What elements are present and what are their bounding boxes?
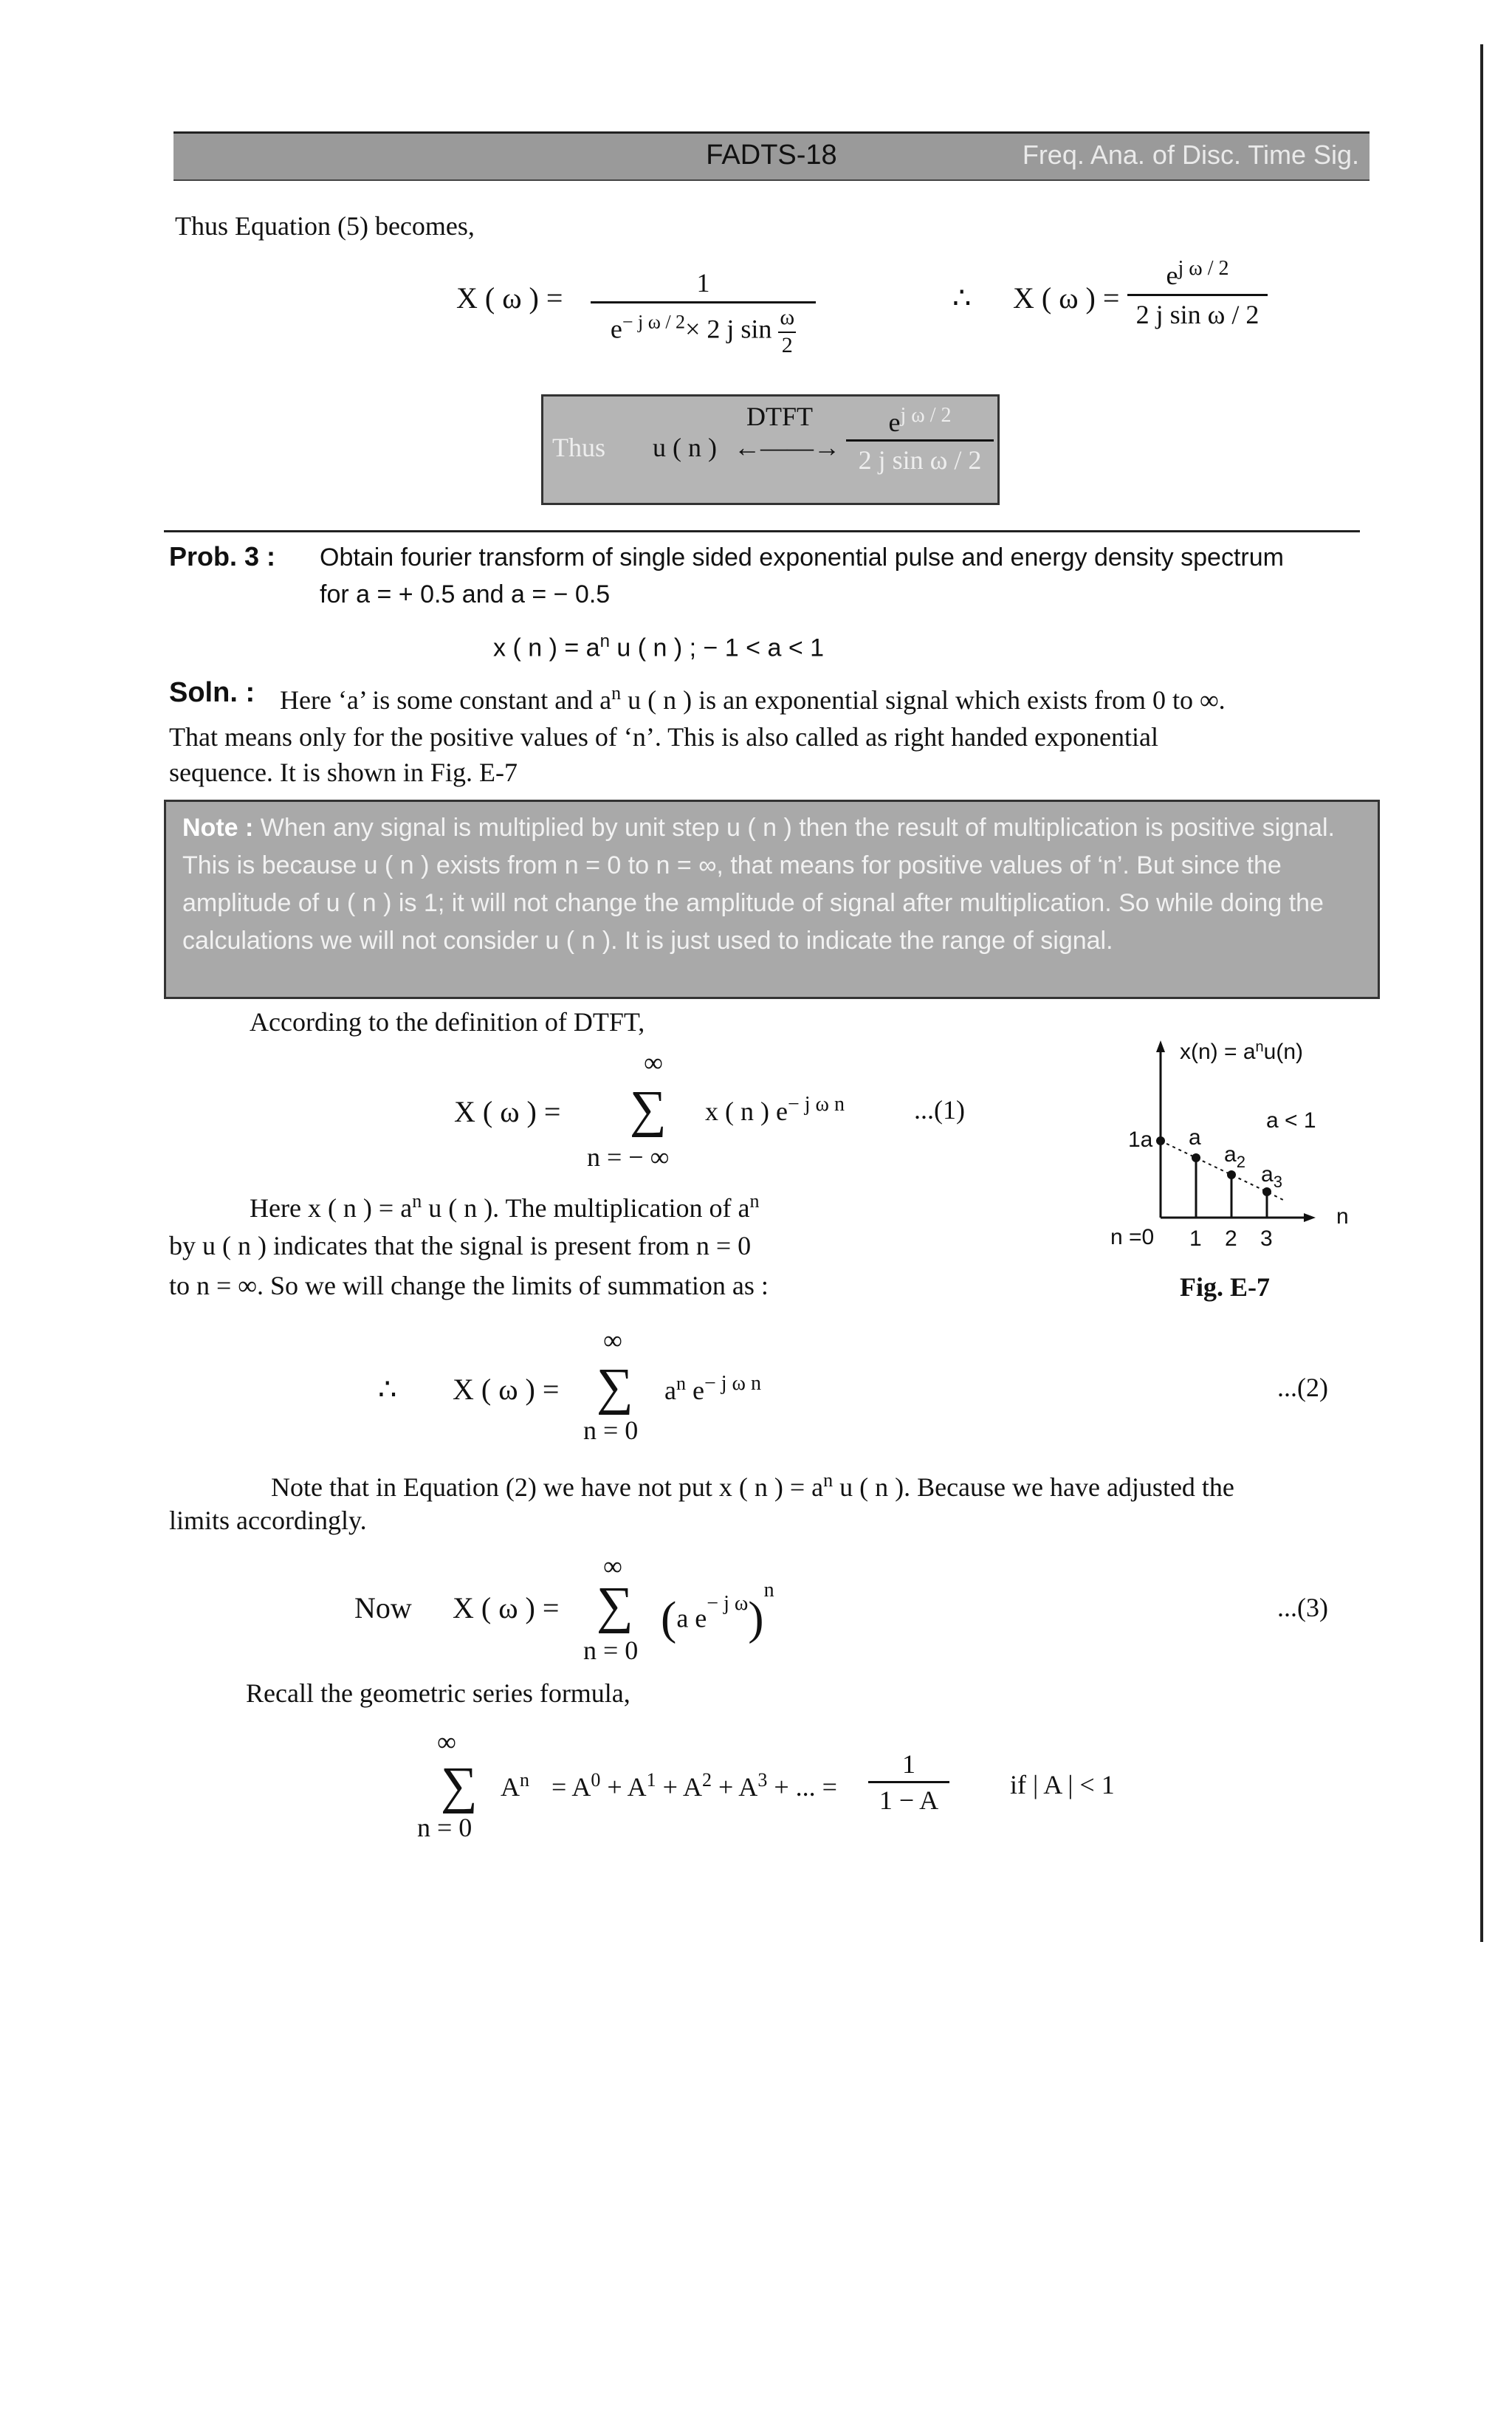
eq1-top: ∞: [644, 1048, 663, 1077]
para1-l1sup2: n: [749, 1190, 760, 1212]
fig-xlabel: n: [1336, 1204, 1349, 1229]
soln-line1-sup: n: [611, 682, 622, 704]
eq1-sigma: ∑: [630, 1081, 667, 1138]
fig-label-a: a: [1189, 1125, 1201, 1150]
geo-condition: if | A | < 1: [1010, 1770, 1115, 1799]
dtft-fraction: [846, 404, 994, 476]
prob-label: Prob. 3 :: [169, 541, 276, 572]
eq1-body: [705, 1093, 845, 1127]
prob-eq-rest: u ( n ) ; − 1 < a < 1: [609, 634, 825, 662]
eq2-body: [664, 1372, 761, 1406]
para2-line1: [271, 1469, 1234, 1503]
fig-tick-3: 3: [1260, 1226, 1273, 1251]
note-box: [164, 800, 1380, 999]
eq5-rhs-numerator: [1127, 257, 1268, 296]
eq5-rhs-num-exp: j ω / 2: [1178, 257, 1229, 280]
geo-sigma: ∑: [441, 1757, 478, 1814]
eq5-numerator: 1: [591, 267, 816, 303]
eq2-body-sup: n: [676, 1373, 686, 1394]
geo-fraction: [868, 1749, 949, 1816]
eq1-tag: ...(1): [914, 1095, 965, 1125]
prob-line2: for a = + 0.5 and a = − 0.5: [320, 580, 611, 608]
eq1-lhs: X ( ω ) =: [454, 1095, 561, 1128]
eq3-body-exp: − j ω: [707, 1592, 749, 1615]
eq5-den-frac-den: 2: [781, 333, 793, 357]
para2-l1sup: n: [823, 1469, 834, 1491]
soln-line1-b: u ( n ) is an exponential signal which exists from 0 to ∞.: [621, 685, 1226, 715]
eq2-body-exp: − j ω n: [704, 1372, 761, 1395]
dtft-label: DTFT: [746, 402, 813, 431]
geo-series-tail: + ... =: [767, 1772, 837, 1802]
eq3-top: ∞: [603, 1551, 622, 1581]
note-label: Note :: [182, 814, 254, 842]
eq2-bottom: n = 0: [583, 1415, 639, 1445]
fig-label-a3-sub: 3: [1273, 1173, 1282, 1191]
intro-text: Thus Equation (5) becomes,: [175, 211, 475, 241]
para1-line3: to n = ∞. So we will change the limits of summation as :: [169, 1271, 769, 1300]
fig-ylabel-sup: n: [1255, 1039, 1264, 1055]
eq5-den-mult: × 2 j sin: [685, 314, 772, 344]
defn-text: According to the definition of DTFT,: [250, 1007, 645, 1037]
soln-label: Soln. :: [169, 677, 255, 708]
eq5-den-frac-num: ω: [778, 305, 796, 333]
prob-eq-sup: n: [599, 631, 610, 651]
fig-origin-label: n =0: [1110, 1225, 1155, 1249]
eq2-therefore: ∴: [378, 1373, 397, 1406]
section-divider: [164, 530, 1360, 532]
eq3-outer-exp: n: [763, 1579, 774, 1602]
geo-body-sup: n: [520, 1769, 529, 1791]
fig-label-1a: 1a: [1128, 1128, 1153, 1152]
page-edge-line: [1480, 44, 1483, 1942]
geo-s3: 3: [757, 1769, 768, 1791]
eq5-rhs-lhs: X ( ω ) =: [1013, 281, 1120, 315]
geo-s1: 1: [646, 1769, 656, 1791]
eq5-lhs: X ( ω ) =: [456, 281, 563, 315]
fig-point-3: [1262, 1187, 1271, 1196]
eq3-now: Now: [354, 1591, 412, 1624]
note-body: When any signal is multiplied by unit step u ( n ) then the result of multiplication is positive signal. This is because u ( n ) exists from n = 0 to n = ∞, that means for positive values of ‘n’. But since the amplitude of u ( n ) is 1; it will not change the amplitude of signal after multiplication. So while doing the calculations we will not consider u ( n ). It is just used to indicate the range of signal.: [182, 814, 1335, 955]
eq2-sigma: ∑: [597, 1359, 633, 1415]
geo-series-a0: = A: [551, 1772, 591, 1802]
fig-label-a2-base: a: [1224, 1142, 1237, 1167]
prob-eq-main: x ( n ) = a: [493, 634, 600, 662]
geo-s0: 0: [591, 1769, 601, 1791]
para1-l1b: u ( n ). The multiplication of a: [422, 1193, 750, 1223]
eq2-body-e: e: [685, 1376, 704, 1405]
eq3-body-ae: a e: [676, 1603, 707, 1633]
para1-line1: [250, 1190, 759, 1224]
eq5-rhs-denominator: 2 j sin ω / 2: [1135, 300, 1260, 329]
para1-l1sup: n: [412, 1190, 422, 1212]
dtft-num-exp: j ω / 2: [900, 404, 952, 427]
page-header: [173, 131, 1370, 181]
dtft-denominator: 2 j sin ω / 2: [858, 445, 982, 475]
fig-condition: a < 1: [1266, 1108, 1316, 1133]
soln-line3: sequence. It is shown in Fig. E-7: [169, 758, 518, 787]
eq2-body-a: a: [664, 1376, 676, 1405]
eq2-lhs: X ( ω ) =: [453, 1373, 560, 1406]
geo-denominator: 1 − A: [879, 1785, 939, 1815]
fig-y-arrow: [1156, 1040, 1165, 1052]
fig-label-a2: [1224, 1142, 1245, 1171]
eq3-bottom: n = 0: [583, 1636, 639, 1665]
eq1-bottom: n = − ∞: [587, 1142, 670, 1172]
geo-body: A: [501, 1772, 520, 1802]
geo-numerator: 1: [868, 1749, 949, 1783]
fig-label-a2-sub: 2: [1236, 1153, 1245, 1171]
para2-l1a: Note that in Equation (2) we have not put x ( n ) = a: [271, 1472, 824, 1502]
fig-ylabel-main: x(n) = a: [1180, 1040, 1256, 1064]
fig-point-1: [1192, 1153, 1200, 1162]
para1-l1a: Here x ( n ) = a: [250, 1193, 413, 1223]
eq5-den-frac: [778, 305, 796, 358]
therefore-symbol: ∴: [952, 281, 972, 315]
eq3-lparen: (: [661, 1591, 677, 1644]
eq3-lhs: X ( ω ) =: [453, 1591, 560, 1624]
soln-line1-a: Here ‘a’ is some constant and a: [280, 685, 612, 715]
fig-tick-1: 1: [1189, 1226, 1202, 1251]
prob-line1: Obtain fourier transform of single sided exponential pulse and energy density spectrum: [320, 543, 1284, 572]
para2-l1b: u ( n ). Because we have adjusted the: [833, 1472, 1234, 1502]
fig-point-2: [1227, 1170, 1236, 1179]
eq3-body: [661, 1579, 774, 1646]
eq2-tag: ...(2): [1277, 1373, 1328, 1402]
eq3-sigma: ∑: [597, 1577, 633, 1634]
dtft-signal: u ( n ): [653, 433, 717, 462]
note-text: [182, 809, 1367, 960]
geo-series-a3: + A: [711, 1772, 758, 1802]
eq5-den-base: e: [610, 314, 622, 344]
header-title: FADTS-18: [706, 140, 837, 171]
geo-bottom: n = 0: [417, 1813, 472, 1842]
para2-line2: limits accordingly.: [169, 1506, 367, 1535]
dtft-thus: Thus: [552, 433, 605, 462]
dtft-pair-box: [541, 394, 1000, 505]
eq1-body-exp: − j ω n: [787, 1093, 845, 1116]
fig-label-a3-base: a: [1261, 1162, 1274, 1187]
recall-text: Recall the geometric series formula,: [246, 1678, 630, 1708]
soln-line1: [280, 682, 1226, 716]
fig-ylabel: [1180, 1039, 1303, 1064]
eq5-rhs-num-base: e: [1166, 261, 1178, 290]
dtft-arrow: ←——→: [734, 433, 840, 462]
geo-series-a1: + A: [600, 1772, 647, 1802]
geo-series-a2: + A: [656, 1772, 702, 1802]
para1-line2: by u ( n ) indicates that the signal is present from n = 0: [169, 1231, 752, 1260]
geo-top: ∞: [437, 1727, 456, 1757]
eq3-tag: ...(3): [1277, 1593, 1328, 1622]
eq3-rparen: ): [748, 1591, 764, 1644]
soln-line2: That means only for the positive values of ‘n’. This is also called as right handed exponential: [169, 722, 1158, 752]
fig-ylabel-rest: u(n): [1263, 1040, 1304, 1064]
dtft-num-base: e: [888, 408, 901, 437]
geo-s2: 2: [701, 1769, 712, 1791]
fig-tick-2: 2: [1225, 1226, 1237, 1251]
eq5-denominator: [591, 303, 816, 358]
prob-equation: [493, 631, 824, 662]
eq1-body-main: x ( n ) e: [705, 1097, 788, 1126]
eq5-rhs-fraction: [1127, 257, 1268, 330]
eq5-den-exp: − j ω / 2: [622, 311, 686, 333]
figure-caption: Fig. E-7: [1180, 1272, 1270, 1302]
eq2-top: ∞: [603, 1325, 622, 1355]
geo-series: [501, 1769, 837, 1802]
eq5-fraction: [591, 267, 816, 358]
dtft-numerator: [846, 404, 994, 442]
figure-e7: [1093, 1030, 1403, 1296]
fig-label-a3: [1261, 1162, 1282, 1191]
header-section: Freq. Ana. of Disc. Time Sig.: [1022, 140, 1359, 170]
fig-x-arrow: [1304, 1213, 1316, 1222]
